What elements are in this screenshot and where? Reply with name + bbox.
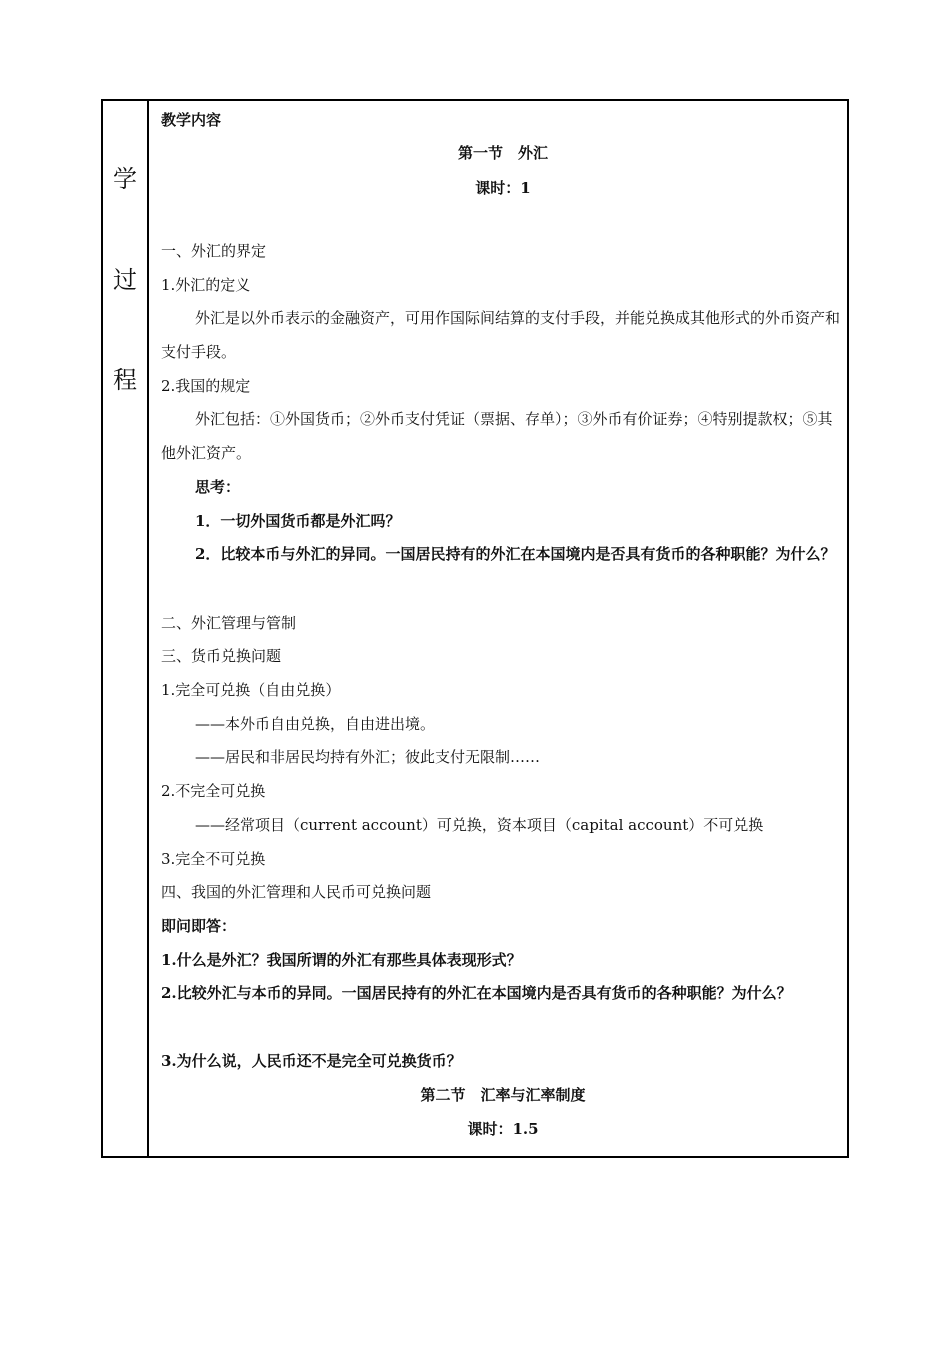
question: 2．比较本币与外汇的异同。一国居民持有的外汇在本国境内是否具有货币的各种职能？为什么？ [195, 545, 836, 563]
think-label: 思考： [195, 478, 241, 496]
content-header: 教学内容 [161, 111, 222, 129]
heading: 二、外汇管理与管制 [161, 614, 297, 632]
qa-question: 1.什么是外汇？我国所谓的外汇有那些具体表现形式？ [161, 951, 522, 969]
section-hours: 课时：1.5 [467, 1120, 539, 1138]
qa-question: 2.比较外汇与本币的异同。一国居民持有的外汇在本国境内是否具有货币的各种职能？为什么？ [161, 984, 792, 1002]
subheading: 2.不完全可兑换 [161, 782, 266, 800]
side-label-char: 学 [113, 165, 137, 193]
subheading: 2.我国的规定 [161, 377, 251, 395]
side-label-column [103, 101, 149, 1156]
qa-question: 3.为什么说，人民币还不是完全可兑换货币？ [161, 1052, 462, 1070]
subheading: 3.完全不可兑换 [161, 850, 266, 868]
paragraph: 外汇包括：①外国货币；②外币支付凭证（票据、存单）；③外币有价证券；④特别提款权；⑤其他外汇资产。 [161, 410, 833, 462]
subheading: 1.完全可兑换（自由兑换） [161, 681, 341, 699]
side-label-char: 程 [113, 366, 137, 394]
side-label-char: 过 [113, 266, 137, 294]
qa-label: 即问即答： [161, 917, 237, 935]
subheading: 1.外汇的定义 [161, 276, 251, 294]
question: 1．一切外国货币都是外汇吗？ [195, 512, 401, 530]
heading: 三、货币兑换问题 [161, 647, 282, 665]
heading: 四、我国的外汇管理和人民币可兑换问题 [161, 883, 432, 901]
section-title: 第二节 汇率与汇率制度 [420, 1086, 586, 1104]
list-item: ——居民和非居民均持有外汇；彼此支付无限制…… [195, 748, 541, 766]
lesson-table [101, 99, 849, 1158]
list-item: ——本外币自由兑换，自由进出境。 [195, 715, 436, 733]
heading: 一、外汇的界定 [161, 242, 267, 260]
section-hours: 课时：1 [475, 179, 531, 197]
paragraph: 外汇是以外币表示的金融资产，可用作国际间结算的支付手段，并能兑换成其他形式的外币资产和支付手段。 [161, 309, 841, 361]
section-title: 第一节 外汇 [457, 144, 548, 162]
list-item: ——经常项目（current account）可兑换，资本项目（capital account）不可兑换 [195, 816, 764, 834]
